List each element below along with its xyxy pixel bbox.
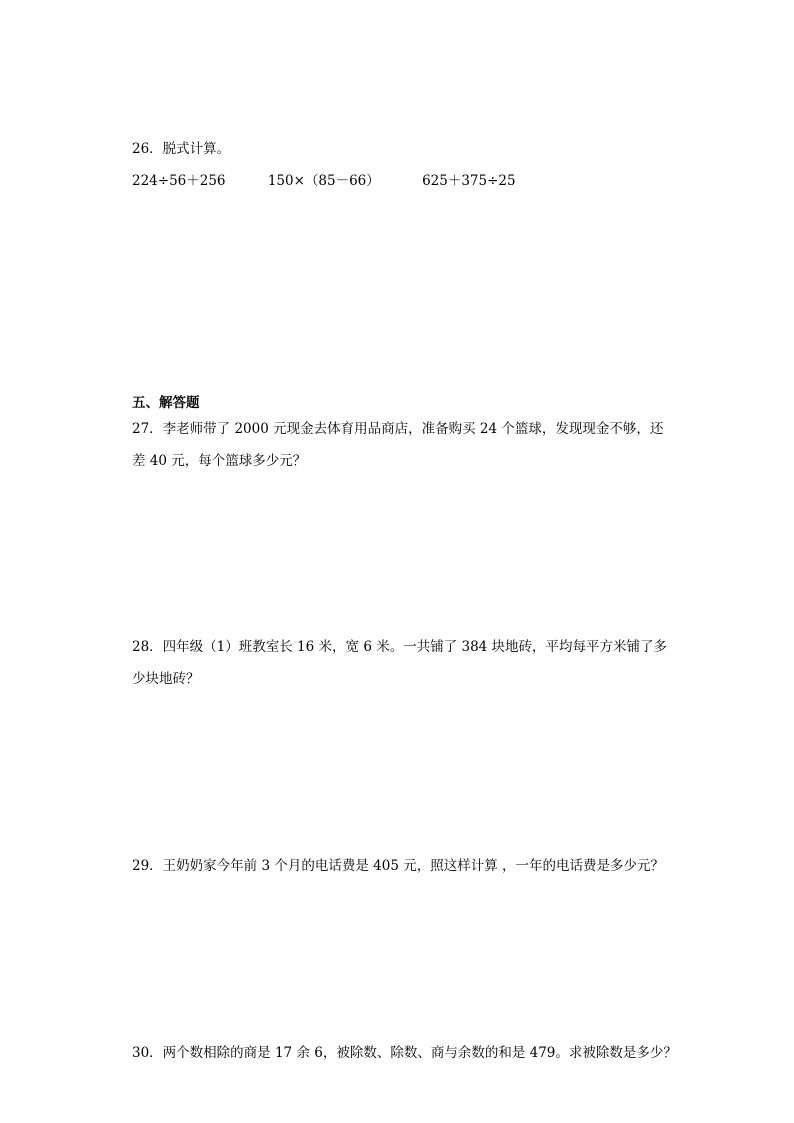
question-30-line-1: 30．两个数相除的商是 17 余 6，被除数、除数、商与余数的和是 479。求被除数是多少？ — [132, 1045, 677, 1061]
question-27-line-2: 差 40 元，每个篮球多少元？ — [132, 453, 307, 469]
question-28-line-1: 28．四年级（1）班教室长 16 米，宽 6 米。一共铺了 384 块地砖，平均每平方米铺了多 — [132, 639, 668, 655]
expression-3: 625＋375÷25 — [422, 173, 516, 189]
section-heading: 五、解答题 — [132, 395, 200, 411]
question-26-expressions — [132, 171, 554, 191]
question-28-line-2: 少块地砖？ — [132, 671, 200, 687]
expression-1: 224÷56＋256 — [132, 173, 226, 189]
question-29-line-1: 29．王奶奶家今年前 3 个月的电话费是 405 元，照这样计算 ，一年的电话费是多少元？ — [132, 858, 664, 874]
expression-2: 150×（85－66） — [267, 173, 380, 189]
question-27-line-1: 27．李老师带了 2000 元现金去体育用品商店，准备购买 24 个篮球，发现现金不够，还 — [132, 421, 664, 437]
question-26-title: 26．脱式计算。 — [132, 141, 231, 157]
